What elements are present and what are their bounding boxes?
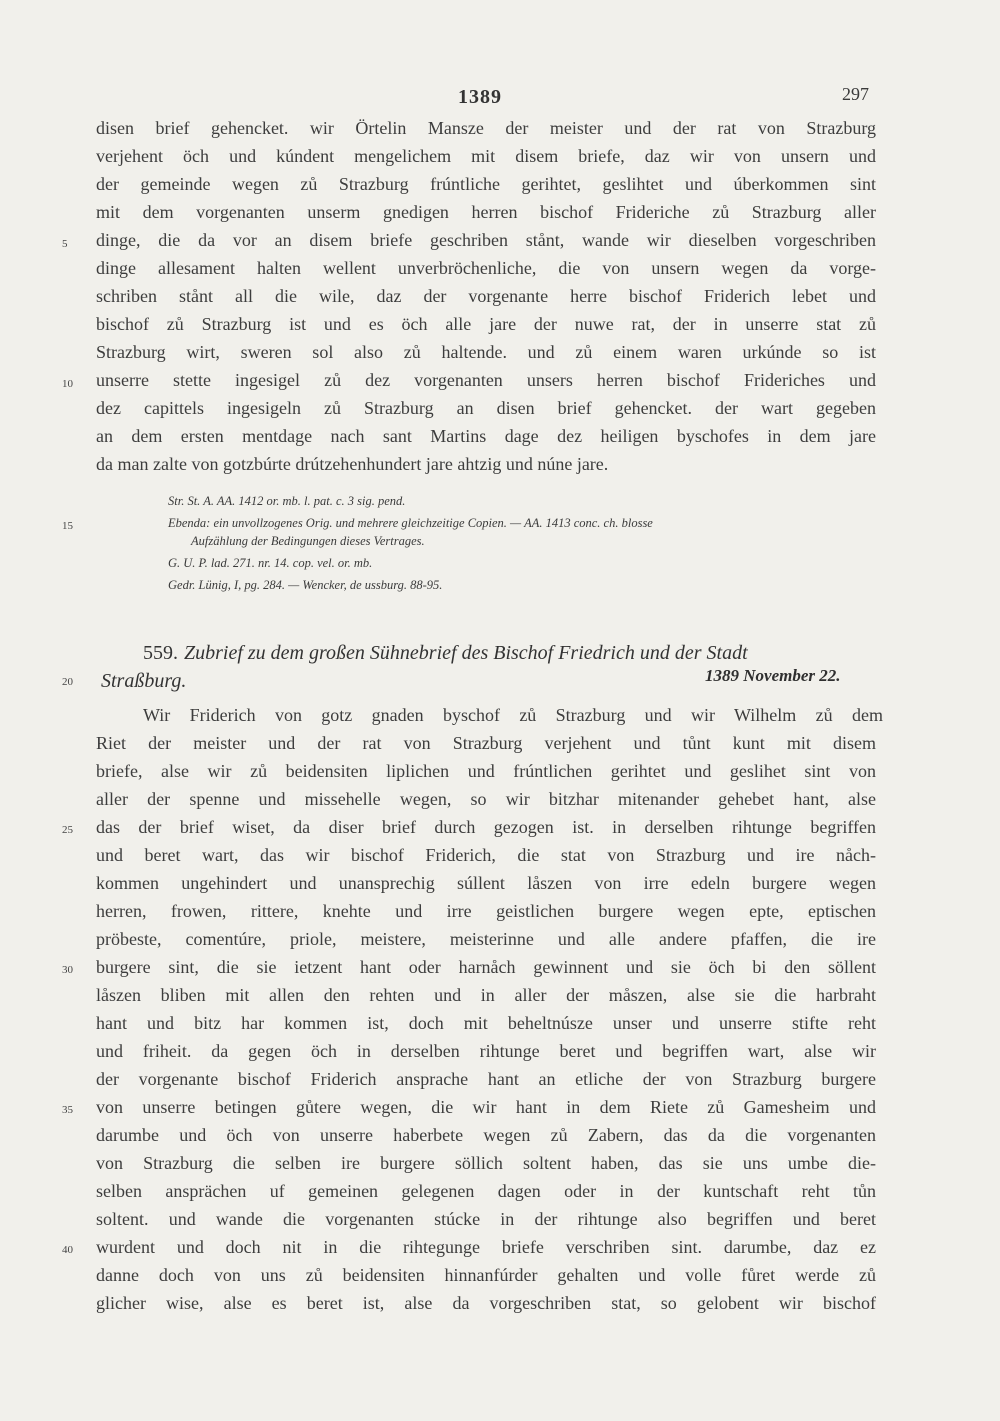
line-number: 40 — [62, 1244, 73, 1256]
line-number: 35 — [62, 1104, 73, 1116]
text-line: schriben stånt all die wile, daz der vorgenante herre bischof Friderich lebet und — [96, 286, 876, 306]
text-line: und friheit. da gegen öch in derselben rihtunge beret und begriffen wart, alse wir — [96, 1041, 876, 1061]
text-line: dinge allesament halten wellent unverbröchenliche, die von unsern wegen da vorge- — [96, 258, 876, 278]
text-line: wurdent und doch nit in die rihtegunge briefe verschriben sint. darumbe, daz ez — [96, 1237, 876, 1257]
document-date: 1389 November 22. — [705, 666, 841, 685]
text-line: Wir Friderich von gotz gnaden byschof zů Strazburg und wir Wilhelm zů dem — [143, 705, 883, 725]
text-line: låszen bliben mit allen den rehten und in aller der måszen, alse sie die harbraht — [96, 985, 876, 1005]
text-line: aller der spenne und missehelle wegen, so wir bitzhar mitenander gehebet hant, alse — [96, 789, 876, 809]
document-title-line1: Zubrief zu dem großen Sühnebrief des Bischof Friedrich und der Stadt — [184, 642, 748, 664]
text-line: verjehent öch und kúndent mengelichem mit disem briefe, daz wir von unsern und — [96, 146, 876, 166]
text-line: und beret wart, das wir bischof Friderich, die stat von Strazburg und ire nåch- — [96, 845, 876, 865]
text-line: burgere sint, die sie ietzent hant oder harnåch gewinnent und sie öch bi den söllent — [96, 957, 876, 977]
text-line: der vorgenante bischof Friderich ansprache hant an etliche der von Strazburg burgere — [96, 1069, 876, 1089]
line-number: 10 — [62, 378, 73, 390]
text-line: bischof zů Strazburg ist und es öch alle jare der nuwe rat, der in unserre stat zů — [96, 314, 876, 334]
archive-note: Aufzählung der Bedingungen dieses Vertrages. — [191, 534, 425, 548]
document-title-line2: Straßburg. — [101, 670, 187, 692]
text-line: mit dem vorgenanten unserm gnedigen herren bischof Frideriche zů Strazburg aller — [96, 202, 876, 222]
text-line: danne doch von uns zů beidensiten hinnanfúrder gehalten und volle fůret werde zů — [96, 1265, 876, 1285]
line-number: 15 — [62, 520, 73, 532]
archive-note: Ebenda: ein unvollzogenes Orig. und mehrere gleichzeitige Copien. — AA. 1413 conc. ch. blosse — [168, 516, 653, 530]
line-number: 20 — [62, 676, 73, 688]
text-line: herren, frowen, rittere, knehte und irre geistlichen burgere wegen epte, eptischen — [96, 901, 876, 921]
text-line: dez capittels ingesigeln zů Strazburg an disen brief gehencket. der wart gegeben — [96, 398, 876, 418]
document-title — [143, 642, 748, 665]
text-line: Strazburg wirt, sweren sol also zů haltende. und zů einem waren urkúnde so ist — [96, 342, 876, 362]
text-line: kommen ungehindert und unansprechig súllent låszen von irre edeln burgere wegen — [96, 873, 876, 893]
page-number: 297 — [842, 84, 869, 104]
text-line: hant und bitz har kommen ist, doch mit beheltnúsze unser und unserre stifte reht — [96, 1013, 876, 1033]
text-line: da man zalte von gotzbúrte drútzehenhundert jare ahtzig und núne jare. — [96, 454, 609, 474]
archive-note: Gedr. Lünig, I, pg. 284. — Wencker, de ussburg. 88-95. — [168, 578, 443, 592]
line-number: 25 — [62, 824, 73, 836]
text-line: briefe, alse wir zů beidensiten liplichen und frúntlichen gerihtet und geslihet sint von — [96, 761, 876, 781]
text-line: an dem ersten mentdage nach sant Martins dage dez heiligen byschofes in dem jare — [96, 426, 876, 446]
running-head-year: 1389 — [458, 86, 502, 108]
text-line: selben ansprächen uf gemeinen gelegenen dagen oder in der kuntschaft reht tůn — [96, 1181, 876, 1201]
line-number: 5 — [62, 238, 68, 250]
text-line: dinge, die da vor an disem briefe geschriben stånt, wande wir dieselben vorgeschriben — [96, 230, 876, 250]
archive-note: Str. St. A. AA. 1412 or. mb. l. pat. c. 3 sig. pend. — [168, 494, 406, 508]
archive-note: G. U. P. lad. 271. nr. 14. cop. vel. or. mb. — [168, 556, 373, 570]
text-line: von unserre betingen gůtere wegen, die wir hant in dem Riete zů Gamesheim und — [96, 1097, 876, 1117]
text-line: glicher wise, alse es beret ist, alse da vorgeschriben stat, so gelobent wir bischof — [96, 1293, 876, 1313]
text-line: pröbeste, comentúre, priole, meistere, meisterinne und alle andere pfaffen, die ire — [96, 929, 876, 949]
line-number: 30 — [62, 964, 73, 976]
text-line: darumbe und öch von unserre haberbete wegen zů Zabern, das da die vorgenanten — [96, 1125, 876, 1145]
text-line: disen brief gehencket. wir Örtelin Mansze der meister und der rat von Strazburg — [96, 118, 876, 138]
text-line: von Strazburg die selben ire burgere söllich soltent haben, das sie uns umbe die- — [96, 1153, 876, 1173]
text-line: unserre stette ingesigel zů dez vorgenanten unsers herren bischof Frideriches und — [96, 370, 876, 390]
text-line: der gemeinde wegen zů Strazburg frúntliche gerihtet, geslihtet und úberkommen sint — [96, 174, 876, 194]
text-line: soltent. und wande die vorgenanten stúcke in der rihtunge also begriffen und beret — [96, 1209, 876, 1229]
text-line: Riet der meister und der rat von Strazburg verjehent und tůnt kunt mit disem — [96, 733, 876, 753]
text-line: das der brief wiset, da diser brief durch gezogen ist. in derselben rihtunge begriffen — [96, 817, 876, 837]
document-number: 559. — [143, 642, 178, 664]
